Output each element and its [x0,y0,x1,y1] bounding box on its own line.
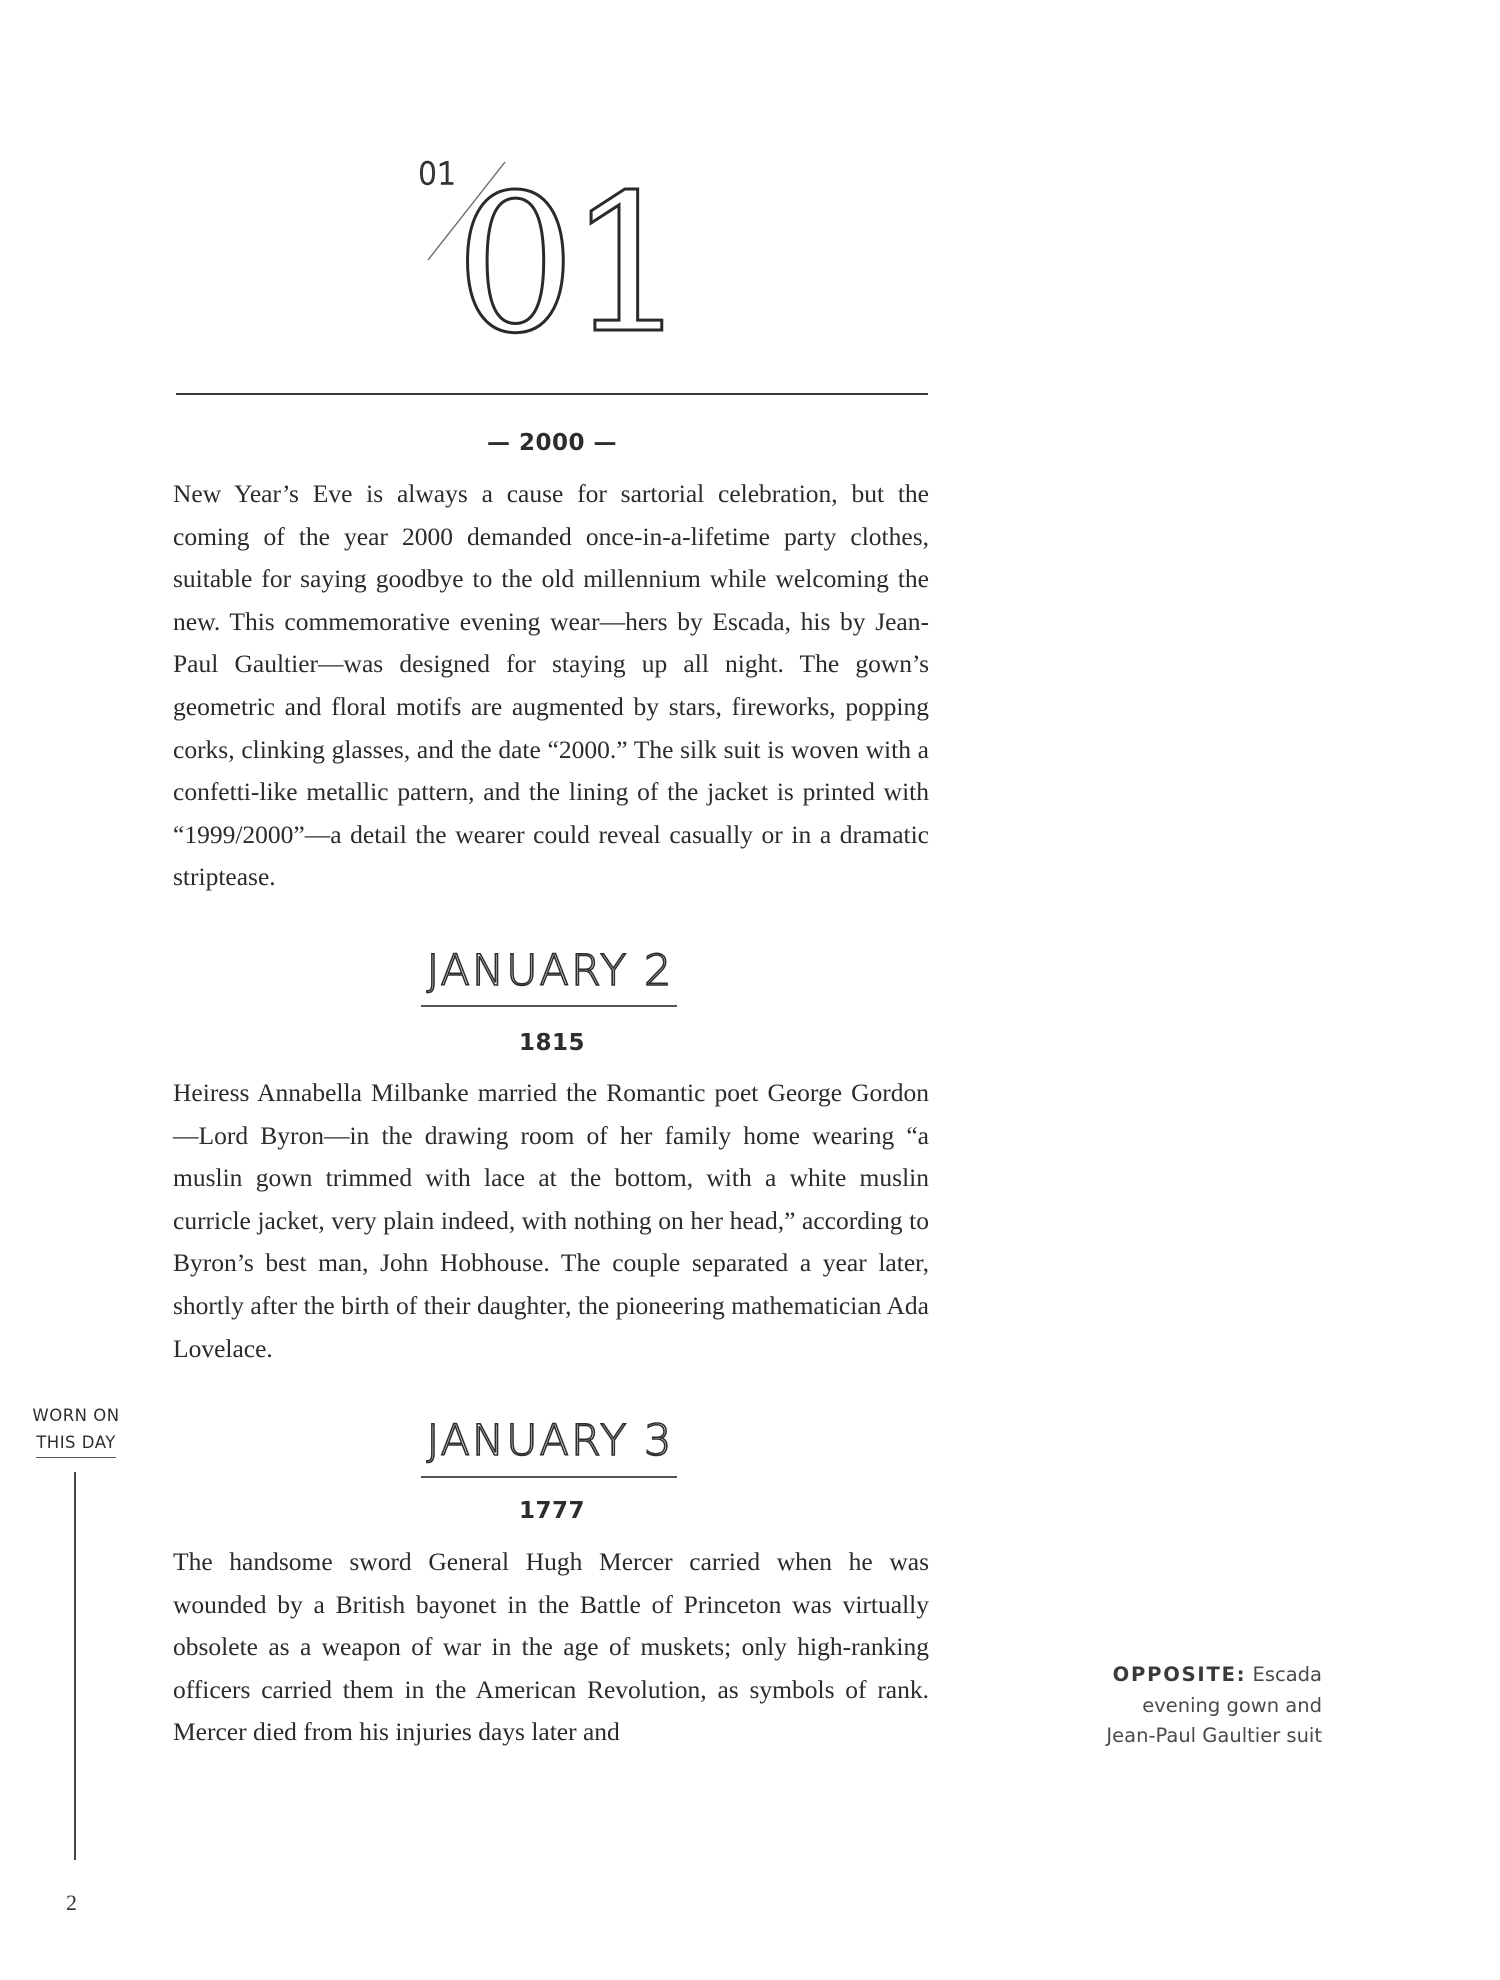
entry-year: 1777 [518,1498,585,1524]
entry-year: 1815 [518,1030,585,1056]
date-divider [421,1476,677,1478]
caption-text: Escada [1252,1663,1322,1686]
entry-text: New Year’s Eve is always a cause for sartorial celebration, but the coming of the year 2000 demanded once-in-a-lifetime party clothes, suitable for saying goodbye to the old millennium while welcoming the new. This commemorative evening wear—hers by Escada, his by Jean-Paul Gaultier—was designed for staying up all night. The gown’s geometric and floral motifs are augmented by stars, fireworks, popping corks, clinking glasses, and the date “2000.” The silk suit is woven with a confetti-like metallic pattern, and the lining of the jacket is printed with “1999/2000”—a detail the wearer could reveal casually or in a dramatic striptease. [173,479,929,892]
sidebar-rule [74,1472,76,1860]
label-line: THIS DAY [36,1429,116,1458]
date-heading: JANUARY 2 [426,946,674,996]
caption-label: OPPOSITE: [1112,1663,1247,1686]
worn-on-this-day-label [22,1402,130,1458]
day-number: 01 [455,154,681,375]
header-divider [176,393,928,395]
photo-caption [1030,1660,1322,1752]
date-divider [421,1005,677,1007]
entry-text: Heiress Annabella Milbanke married the Romantic poet George Gordon—Lord Byron—in the drawing room of her family home wearing “a muslin gown trimmed with lace at the bottom, with a white muslin curricle jacket, very plain indeed, with nothing on her head,” according to Byron’s best man, John Hobhouse. The couple separated a year later, shortly after the birth of their daughter, the pioneering mathematician Ada Lovelace. [173,1078,929,1363]
caption-text: Jean-Paul Gaultier suit [1106,1724,1322,1747]
month-number: 01 [418,157,457,192]
entry-text: The handsome sword General Hugh Mercer carried when he was wounded by a British bayonet in the Battle of Princeton was virtually obsolete as a weapon of war in the age of muskets; only high-ranking officers carried them in the American Revolution, as symbols of rank. Mercer died from his injuries days later and [173,1547,929,1747]
label-line: WORN ON [32,1406,120,1425]
page-number: 2 [66,1890,77,1915]
date-heading: JANUARY 3 [426,1416,674,1466]
caption-text: evening gown and [1142,1693,1322,1717]
entry-year: — 2000 — [486,430,618,456]
